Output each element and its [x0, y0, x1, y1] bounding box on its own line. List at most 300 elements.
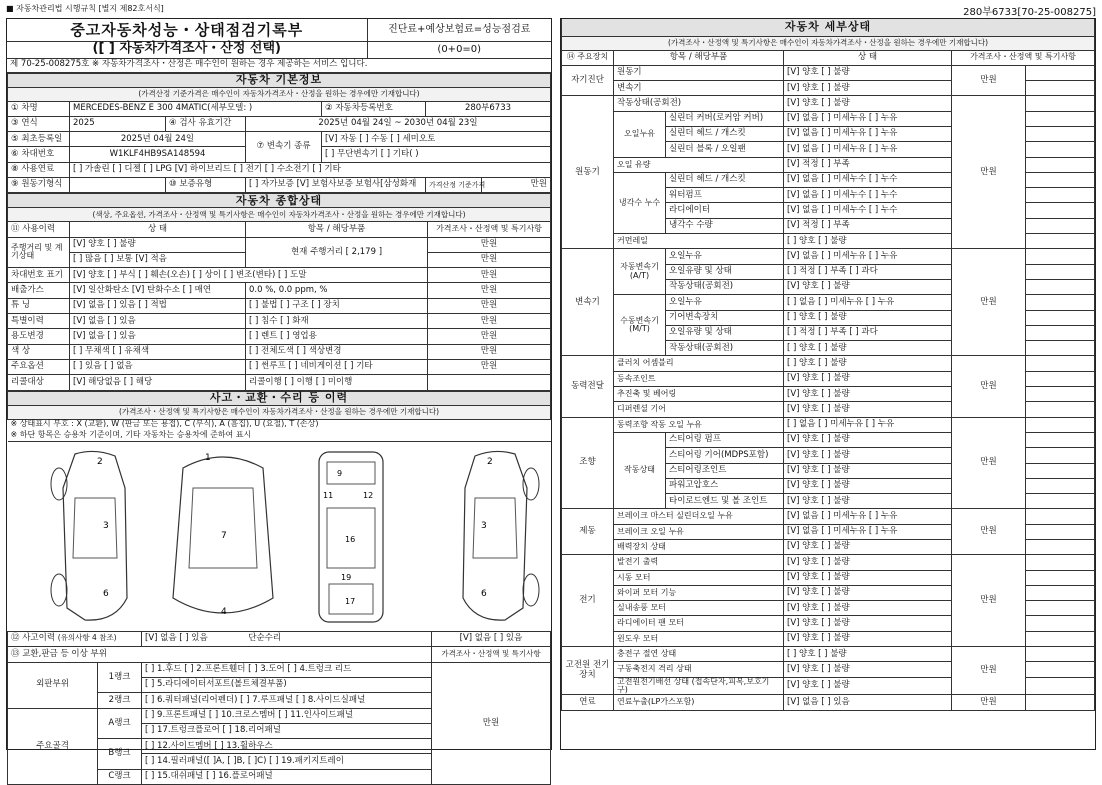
detail-state: [V] 양호 [ ] 불량 — [784, 371, 952, 386]
diag-num-3r: 3 — [481, 520, 487, 531]
detail-state: [V] 양호 [ ] 불량 — [784, 432, 952, 447]
detail-item: 추진축 및 베어링 — [614, 387, 784, 402]
detail-item: 배력장치 상태 — [614, 540, 784, 555]
rank-items: [ ] 15.대쉬패널 [ ] 16.플로어패널 — [142, 769, 432, 784]
detail-price: 만원 — [952, 249, 1026, 356]
detail-note-cell — [1026, 65, 1095, 80]
detail-note-cell — [1026, 494, 1095, 509]
detail-note-cell — [1026, 555, 1095, 570]
diag-num-4: 4 — [221, 606, 227, 617]
rank-items: [ ] 14.필러패널([ ]A, [ ]B, [ ]C) [ ] 19.패키지트레이 — [142, 754, 432, 769]
detail-item: 오일누유 — [666, 249, 784, 264]
top-bar — [6, 3, 1096, 18]
detail-item: 실내송풍 모터 — [614, 601, 784, 616]
detail-price: 만원 — [952, 509, 1026, 555]
detail-state: [ ] 적정 [ ] 부족 [ ] 과다 — [784, 264, 952, 279]
detail-state: [V] 없음 [ ] 미세누유 [ ] 누유 — [784, 249, 952, 264]
detail-item: 작동상태(공회전) — [666, 341, 784, 356]
car-top — [163, 448, 283, 626]
warranty-options: [ ] 자가보증 [V] 보험사보증 보험사[삼성화재 — [246, 177, 426, 192]
detail-item: 오일유량 및 상태 — [666, 264, 784, 279]
summary-price: 만원 — [428, 283, 551, 298]
detail-item: 실린더 커버(로커암 커버) — [666, 111, 784, 126]
summary-row — [8, 268, 551, 283]
summary-key: 튜 닝 — [8, 298, 70, 313]
detail-note-cell — [1026, 387, 1095, 402]
detail-row — [562, 417, 1095, 432]
summary-key: 색 상 — [8, 344, 70, 359]
detail-note-cell — [1026, 463, 1095, 478]
detail-note-cell — [1026, 325, 1095, 340]
detail-note-cell — [1026, 249, 1095, 264]
diag-num-12: 12 — [363, 490, 374, 500]
repair-value: [V] 없음 [ ] 있음 — [432, 632, 551, 647]
fee-formula: (0+0=0) — [367, 41, 551, 58]
diag-num-2: 2 — [97, 456, 103, 467]
detail-note-cell — [1026, 279, 1095, 294]
summary-key: 차대번호 표기 — [8, 268, 70, 283]
detail-state: [V] 없음 [ ] 미세누유 [ ] 누유 — [784, 142, 952, 157]
form-title: 중고자동차성능・상태점검기록부 — [7, 19, 367, 41]
detail-note-cell — [1026, 96, 1095, 111]
detail-category: 조향 — [562, 417, 614, 509]
detail-note-cell — [1026, 662, 1095, 677]
summary-key: 리콜대상 — [8, 375, 70, 390]
summary-row — [8, 237, 551, 252]
diag-num-1: 1 — [205, 452, 211, 463]
diag-num-6r: 6 — [481, 588, 487, 599]
hist-value: [V] 없음 [ ] 있음 단순수리 — [142, 632, 432, 647]
rank-items: [ ] 5.라디에이터서포트(볼트체결부품) — [142, 677, 432, 692]
damage-diagram — [7, 442, 551, 632]
detail-note-cell — [1026, 478, 1095, 493]
detail-state: [V] 양호 [ ] 불량 — [784, 387, 952, 402]
fee-note: 진단료+예상보험료=성능점검료 — [367, 19, 551, 41]
detail-note-cell — [1026, 218, 1095, 233]
rank-items: [ ] 6.쿼터패널(리어펜더) [ ] 7.루프패널 [ ] 8.사이드실패널 — [142, 693, 432, 708]
rank-label: 2랭크 — [98, 693, 142, 708]
basic-heading: 자동차 기본정보 — [8, 73, 551, 87]
detail-state: [V] 없음 [ ] 미세누수 [ ] 누수 — [784, 172, 952, 187]
summary-state: [ ] 무채색 [ ] 유채색 — [70, 344, 246, 359]
accident-heading: 사고・교환・수리 등 이력 — [8, 391, 551, 405]
detail-item: 커먼레일 — [614, 234, 784, 249]
detail-subgroup: 자동변속기 (A/T) — [614, 249, 666, 295]
summary-price — [428, 375, 551, 390]
trans-label: ⑦ 변속기 종류 — [246, 132, 322, 163]
detail-item: 라디에이터 팬 모터 — [614, 616, 784, 631]
summary-price: 만원 — [428, 344, 551, 359]
detail-state: [V] 적정 [ ] 부족 — [784, 157, 952, 172]
summary-key: 주행거리 및 계기상태 — [8, 237, 70, 268]
detail-h3: 상 태 — [784, 50, 952, 65]
car-side-right — [445, 448, 545, 626]
summary-h3: 항목 / 해당부품 — [246, 222, 428, 237]
valid-label: ④ 검사 유효기간 — [166, 116, 246, 131]
detail-h2: 항목 / 해당부품 — [614, 50, 784, 65]
year: 2025 — [70, 116, 166, 131]
diag-num-7: 7 — [221, 530, 227, 541]
reg-number: 280부6733 — [426, 101, 551, 116]
detail-state: [V] 양호 [ ] 불량 — [784, 96, 952, 111]
detail-item: 타이로드엔드 및 볼 조인트 — [666, 494, 784, 509]
detail-state: [ ] 양호 [ ] 불량 — [784, 647, 952, 662]
right-pane — [560, 18, 1096, 750]
detail-state: [V] 양호 [ ] 불량 — [784, 478, 952, 493]
detail-state: [V] 양호 [ ] 불량 — [784, 540, 952, 555]
detail-state: [V] 양호 [ ] 불량 — [784, 585, 952, 600]
detail-item: 스티어링 펌프 — [666, 432, 784, 447]
detail-state: [V] 양호 [ ] 불량 — [784, 555, 952, 570]
summary-detail: [ ] 불법 [ ] 구조 [ ] 장치 — [246, 298, 428, 313]
summary-key: 배출가스 — [8, 283, 70, 298]
summary-state: [V] 없음 [ ] 있음 [ ] 적법 — [70, 298, 246, 313]
summary-state: [V] 없음 [ ] 있음 — [70, 314, 246, 329]
detail-state: [V] 없음 [ ] 미세누유 [ ] 누유 — [784, 111, 952, 126]
accident-header — [7, 391, 551, 442]
detail-note-cell — [1026, 616, 1095, 631]
detail-state: [ ] 없음 [ ] 미세누유 [ ] 누유 — [784, 295, 952, 310]
car-frame — [313, 448, 389, 626]
detail-note-cell — [1026, 295, 1095, 310]
detail-note-cell — [1026, 157, 1095, 172]
detail-h1: ⑭ 주요장치 — [562, 50, 614, 65]
detail-table — [561, 19, 1095, 711]
summary-state: [V] 해당없음 [ ] 해당 — [70, 375, 246, 390]
first-reg-date: 2025년 04월 24일 — [70, 132, 246, 147]
detail-subgroup: 작동상태 — [614, 432, 666, 508]
detail-item: 연료누출(LP가스포함) — [614, 695, 784, 710]
detail-note-cell — [1026, 356, 1095, 371]
rank-label: 1랭크 — [98, 662, 142, 693]
diag-num-11: 11 — [323, 490, 334, 500]
detail-note-cell — [1026, 111, 1095, 126]
detail-state: [ ] 양호 [ ] 불량 — [784, 234, 952, 249]
summary-row — [8, 359, 551, 374]
rank-label: B랭크 — [98, 739, 142, 770]
detail-state: [V] 양호 [ ] 불량 — [784, 601, 952, 616]
diag-num-2r: 2 — [487, 456, 493, 467]
detail-state: [V] 양호 [ ] 불량 — [784, 402, 952, 417]
diag-num-17: 17 — [345, 596, 356, 606]
summary-row — [8, 314, 551, 329]
summary-detail: [ ] 전체도색 [ ] 색상변경 — [246, 344, 428, 359]
detail-state: [V] 양호 [ ] 불량 — [784, 677, 952, 695]
detail-state: [V] 양호 [ ] 불량 — [784, 448, 952, 463]
detail-item: 냉각수 수량 — [666, 218, 784, 233]
rank-label: A랭크 — [98, 708, 142, 739]
detail-note-cell — [1026, 188, 1095, 203]
detail-state: [V] 없음 [ ] 미세누수 [ ] 누수 — [784, 203, 952, 218]
detail-price: 만원 — [952, 65, 1026, 96]
detail-price: 만원 — [952, 417, 1026, 509]
detail-note-cell — [1026, 448, 1095, 463]
summary-h2: 상 태 — [70, 222, 246, 237]
summary-price: 만원 — [428, 298, 551, 313]
outer-label: 외판부위 — [8, 662, 98, 708]
detail-item: 변속기 — [614, 81, 784, 96]
detail-note-cell — [1026, 310, 1095, 325]
summary-key: 주요옵션 — [8, 359, 70, 374]
detail-state: [V] 없음 [ ] 미세누수 [ ] 누수 — [784, 188, 952, 203]
diag-num-16: 16 — [345, 534, 356, 544]
reg-label: ② 자동차등록번호 — [322, 101, 426, 116]
summary-key: 용도변경 — [8, 329, 70, 344]
summary-h1: ⑪ 사용이력 — [8, 222, 70, 237]
detail-category: 변속기 — [562, 249, 614, 356]
detail-state: [ ] 적정 [ ] 부족 [ ] 과다 — [784, 325, 952, 340]
detail-note-cell — [1026, 432, 1095, 447]
diag-num-9: 9 — [337, 468, 343, 478]
diag-num-19: 19 — [341, 572, 352, 582]
engine-label: ⑨ 원동기형식 — [8, 177, 70, 192]
detail-note-cell — [1026, 647, 1095, 662]
valid-period: 2025년 04월 24일 ~ 2030년 04월 23일 — [246, 116, 551, 131]
diag-num-6: 6 — [103, 588, 109, 599]
detail-note-cell — [1026, 371, 1095, 386]
rank-items: [ ] 9.프론트패널 [ ] 10.크로스멤버 [ ] 11.인사이드패널 — [142, 708, 432, 723]
detail-item: 실린더 헤드 / 개스킷 — [666, 126, 784, 141]
detail-h4: 가격조사・산정액 및 특기사항 — [952, 50, 1095, 65]
detail-item: 고전원전기배선 상태 (접속단자,피복,보호기구) — [614, 677, 784, 695]
detail-state: [V] 양호 [ ] 불량 — [784, 463, 952, 478]
summary-detail: [ ] 침수 [ ] 화재 — [246, 314, 428, 329]
detail-item: 실린더 헤드 / 개스킷 — [666, 172, 784, 187]
detail-price: 만원 — [952, 695, 1026, 710]
document-id: 280부6733[70-25-008275] — [963, 7, 1096, 18]
detail-note-cell — [1026, 695, 1095, 710]
detail-note-cell — [1026, 524, 1095, 539]
summary-row — [8, 283, 551, 298]
detail-state: [V] 적정 [ ] 부족 — [784, 218, 952, 233]
warranty-label: ⑩ 보증유형 — [166, 177, 246, 192]
exch-note: 가격조사・산정액 및 특기사항 — [432, 647, 551, 662]
car-name-label: ① 차명 — [8, 101, 70, 116]
detail-note-cell — [1026, 570, 1095, 585]
first-reg-label: ⑤ 최초등록일 — [8, 132, 70, 147]
detail-row — [562, 509, 1095, 524]
detail-item: 오일 유량 — [614, 157, 784, 172]
detail-item: 브레이크 마스터 실린더오일 누유 — [614, 509, 784, 524]
accident-note: (가격조사・산정액 및 특기사항은 매수인이 자동차가격조사・산정을 원하는 경우에만 기재합니다) — [8, 405, 551, 419]
detail-item: 충전구 절연 상태 — [614, 647, 784, 662]
detail-note-cell — [1026, 142, 1095, 157]
detail-item: 워터펌프 — [666, 188, 784, 203]
detail-state: [V] 없음 [ ] 미세누유 [ ] 누유 — [784, 524, 952, 539]
vin-label: ⑥ 차대번호 — [8, 147, 70, 162]
car-side-left — [45, 448, 145, 626]
accident-table — [7, 632, 551, 785]
detail-note-cell — [1026, 172, 1095, 187]
detail-category: 제동 — [562, 509, 614, 555]
summary-state: [V] 양호 [ ] 불량 — [70, 237, 246, 252]
detail-row — [562, 356, 1095, 371]
year-label: ③ 연식 — [8, 116, 70, 131]
detail-item: 스티어링조인트 — [666, 463, 784, 478]
summary-note: (색상, 주요옵션, 가격조사・산정액 및 특기사항은 매수인이 자동차가격조사・산정을 원하는 경우에만 기재합니다) — [8, 208, 551, 222]
summary-row — [8, 329, 551, 344]
detail-category: 전기 — [562, 555, 614, 647]
engine-type — [70, 177, 166, 192]
detail-state: [V] 양호 [ ] 불량 — [784, 65, 952, 80]
trans-options-1: [V] 자동 [ ] 수동 [ ] 세미오토 — [322, 132, 551, 147]
fuel-label: ⑧ 사용연료 — [8, 162, 70, 177]
detail-item: 오일누유 — [666, 295, 784, 310]
basic-info-table — [7, 73, 551, 194]
summary-detail: 현재 주행거리 [ 2,179 ] — [246, 237, 428, 268]
rank-items: [ ] 12.사이드멤버 [ ] 13.휠하우스 — [142, 739, 432, 754]
detail-item: 오일유량 및 상태 — [666, 325, 784, 340]
detail-heading: 자동차 세부상태 — [562, 19, 1095, 36]
detail-subgroup: 수동변속기 (M/T) — [614, 295, 666, 356]
rank-row — [8, 662, 551, 677]
detail-category: 고전원 전기장치 — [562, 647, 614, 695]
detail-state: [V] 양호 [ ] 불량 — [784, 494, 952, 509]
summary-detail: 리콜이행 [ ] 이행 [ ] 미이행 — [246, 375, 428, 390]
summary-heading: 자동차 종합상태 — [8, 194, 551, 208]
exch-label: ⑬ 교환,판금 등 이상 부위 — [8, 647, 432, 662]
detail-item: 작동상태(공회전) — [614, 96, 784, 111]
title-block — [7, 19, 551, 73]
summary-key: 특별이력 — [8, 314, 70, 329]
detail-note-cell — [1026, 509, 1095, 524]
detail-note-cell — [1026, 264, 1095, 279]
detail-subgroup: 냉각수 누수 — [614, 172, 666, 233]
summary-state: [V] 일산화탄소 [V] 탄화수소 [ ] 매연 — [70, 283, 246, 298]
detail-note-cell — [1026, 631, 1095, 646]
summary-detail: [ ] 썬루프 [ ] 네비게이션 [ ] 기타 — [246, 359, 428, 374]
detail-note-cell — [1026, 585, 1095, 600]
detail-note-cell — [1026, 677, 1095, 695]
detail-row — [562, 96, 1095, 111]
detail-category: 연료 — [562, 695, 614, 710]
detail-item: 와이퍼 모터 기능 — [614, 585, 784, 600]
summary-detail: 0.0 %, 0.0 ppm, % — [246, 283, 428, 298]
car-name: MERCEDES-BENZ E 300 4MATIC(세부모델: ) — [70, 101, 322, 116]
summary-price: 만원 — [428, 314, 551, 329]
detail-item: 디퍼렌셜 기어 — [614, 402, 784, 417]
detail-item: 스티어링 기어(MDPS포함) — [666, 448, 784, 463]
summary-price: 만원 — [428, 237, 551, 252]
detail-category: 원동기 — [562, 96, 614, 249]
basic-note: (가격산정 기준가격은 매수인이 자동차가격조사・산정을 원하는 경우에만 기재합니다) — [8, 87, 551, 101]
detail-item: 라디에이터 — [666, 203, 784, 218]
detail-state: [ ] 없음 [ ] 미세누유 [ ] 누유 — [784, 417, 952, 432]
form-subtitle: ([ ] 자동차가격조사・산정 선택) — [7, 41, 367, 58]
detail-row — [562, 647, 1095, 662]
diag-num-3: 3 — [103, 520, 109, 531]
summary-price: 만원 — [428, 252, 551, 267]
vin: W1KLF4HB9SA148594 — [70, 147, 246, 162]
detail-state: [V] 없음 [ ] 있음 — [784, 695, 952, 710]
detail-note-cell — [1026, 126, 1095, 141]
detail-state: [V] 양호 [ ] 불량 — [784, 279, 952, 294]
detail-category: 동력전달 — [562, 356, 614, 417]
detail-note-cell — [1026, 540, 1095, 555]
detail-state: [V] 양호 [ ] 불량 — [784, 570, 952, 585]
rank-label: C랭크 — [98, 769, 142, 784]
form-reference: ■ 자동차관리법 시행규칙 [별지 제82호서식] — [6, 4, 164, 13]
detail-state: [V] 없음 [ ] 미세누유 [ ] 누유 — [784, 126, 952, 141]
detail-row — [562, 65, 1095, 80]
summary-table — [7, 193, 551, 390]
detail-state: [V] 없음 [ ] 미세누유 [ ] 누유 — [784, 509, 952, 524]
doc-number: 제 70-25-008275호 ※ 자동차가격조사・산정은 매수인이 원하는 경우 제공하는 서비스 입니다. — [7, 58, 551, 72]
major-label: 주요골격 — [8, 708, 98, 784]
detail-row — [562, 249, 1095, 264]
detail-price: 만원 — [952, 356, 1026, 417]
detail-state: [ ] 양호 [ ] 불량 — [784, 310, 952, 325]
detail-price: 만원 — [952, 96, 1026, 249]
detail-state: [ ] 양호 [ ] 불량 — [784, 341, 952, 356]
detail-state: [V] 양호 [ ] 불량 — [784, 662, 952, 677]
detail-item: 브레이크 오일 누유 — [614, 524, 784, 539]
detail-state: [ ] 양호 [ ] 불량 — [784, 356, 952, 371]
summary-state: [V] 양호 [ ] 부식 [ ] 훼손(오손) [ ] 상이 [ ] 변조(변타) [ ] 도말 — [70, 268, 428, 283]
detail-note-cell — [1026, 81, 1095, 96]
detail-item: 등속조인트 — [614, 371, 784, 386]
detail-state: [V] 양호 [ ] 불량 — [784, 81, 952, 96]
detail-item: 구동축전지 격리 상태 — [614, 662, 784, 677]
detail-item: 작동상태(공회전) — [666, 279, 784, 294]
detail-note: (가격조사・산정액 및 특기사항은 매수인이 자동차가격조사・산정을 원하는 경우에만 기재합니다) — [562, 36, 1095, 50]
detail-item: 실린더 블록 / 오일팬 — [666, 142, 784, 157]
detail-item: 동력조향 작동 오일 누유 — [614, 417, 784, 432]
detail-row — [562, 695, 1095, 710]
detail-item: 원동기 — [614, 65, 784, 80]
legend-1: ※ 상태표시 부호 : X (교환), W (판금 또는 용접), C (부식), A (흠집), U (요철), T (손상) — [10, 419, 319, 429]
detail-state: [V] 양호 [ ] 불량 — [784, 616, 952, 631]
detail-price: 만원 — [952, 647, 1026, 695]
legend-2: ※ 하단 항목은 승용차 기준이며, 기타 자동차는 승용차에 준하여 표시 — [8, 430, 551, 441]
summary-h4: 가격조사・산정액 및 특기사항 — [428, 222, 551, 237]
rank-price: 만원 — [432, 662, 551, 784]
summary-price: 만원 — [428, 359, 551, 374]
summary-detail: [ ] 렌트 [ ] 영업용 — [246, 329, 428, 344]
detail-item: 기어변속장치 — [666, 310, 784, 325]
summary-row — [8, 298, 551, 313]
detail-item: 파워고압호스 — [666, 478, 784, 493]
detail-item: 시동 모터 — [614, 570, 784, 585]
detail-subgroup: 오일누유 — [614, 111, 666, 157]
detail-state: [V] 양호 [ ] 불량 — [784, 631, 952, 646]
summary-price: 만원 — [428, 329, 551, 344]
summary-row — [8, 344, 551, 359]
price-unit: 만원 — [482, 177, 551, 192]
detail-note-cell — [1026, 203, 1095, 218]
summary-state: [ ] 있음 [ ] 없음 — [70, 359, 246, 374]
detail-note-cell — [1026, 234, 1095, 249]
detail-item: 윈도우 모터 — [614, 631, 784, 646]
detail-category: 자기진단 — [562, 65, 614, 96]
detail-note-cell — [1026, 402, 1095, 417]
summary-price: 만원 — [428, 268, 551, 283]
detail-item: 클러치 어셈블리 — [614, 356, 784, 371]
rank-items: [ ] 1.후드 [ ] 2.프론트휀더 [ ] 3.도어 [ ] 4.트렁크 리드 — [142, 662, 432, 677]
detail-row — [562, 555, 1095, 570]
detail-note-cell — [1026, 417, 1095, 432]
fuel-options: [ ] 가솔린 [ ] 디젤 [ ] LPG [V] 하이브리드 [ ] 전기 [ ] 수소전기 [ ] 기타 — [70, 162, 551, 177]
hist-label: ⑫ 사고이력 (유의사항 4 참조) — [8, 632, 142, 647]
price-label: 가격산정 기준가격 — [426, 177, 482, 192]
summary-state: [ ] 많음 [ ] 보통 [V] 적음 — [70, 252, 246, 267]
detail-price: 만원 — [952, 555, 1026, 647]
detail-note-cell — [1026, 341, 1095, 356]
left-pane — [6, 18, 552, 782]
summary-row — [8, 375, 551, 390]
trans-options-2: [ ] 무단변속기 [ ] 기타( ) — [322, 147, 551, 162]
detail-note-cell — [1026, 601, 1095, 616]
